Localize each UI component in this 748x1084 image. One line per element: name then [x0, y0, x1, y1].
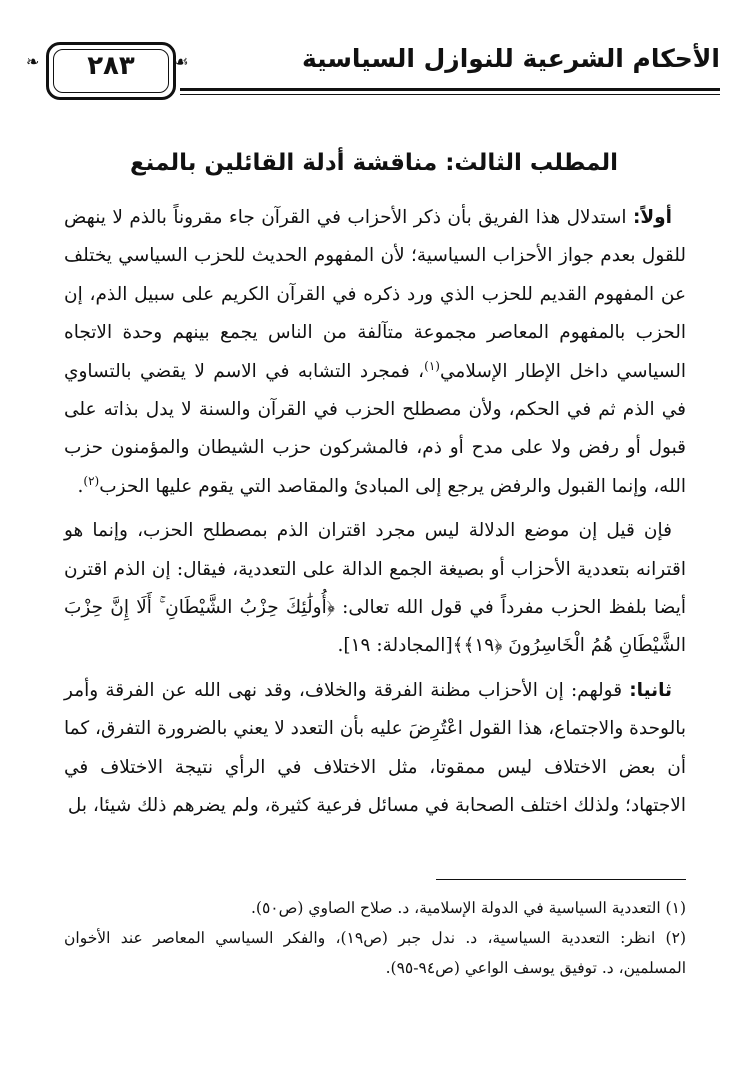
footnote-1: (١) التعددية السياسية في الدولة الإسلامية، د. صلاح الصاوي (ص٥٠).: [250, 899, 686, 917]
footnote-2: (٢) انظر: التعددية السياسية، د. ندل جبر (ص١٩)، والفكر السياسي المعاصر عند الأخوان المسلمين، د. توفيق يوسف الواعي (ص٩٤-٩٥).: [64, 929, 686, 977]
ornament-left-icon: ❧: [26, 52, 40, 71]
footnote-separator: [436, 879, 686, 880]
verse-citation: [المجادلة: ١٩].: [337, 635, 453, 657]
paragraph-1: [64, 199, 686, 506]
running-header: [26, 36, 720, 102]
footnote-ref-1: (١): [424, 358, 440, 373]
paragraph-1-lead: أولاً:: [632, 207, 672, 228]
footnote-ref-2: (٢): [83, 473, 100, 488]
paragraph-3-lead: ثانيا:: [629, 679, 672, 701]
ornament-right-icon: ☙: [174, 52, 189, 71]
book-title: الأحكام الشرعية للنوازل السياسية: [301, 44, 720, 73]
page-number: ٢٨٣: [87, 51, 135, 81]
main-text: [64, 199, 686, 826]
paragraph-2: [64, 512, 686, 666]
paragraph-2-text: فإن قيل إن موضع الدلالة ليس مجرد اقتران الذم بمصطلح الحزب، وإنما هو اقترانه بتعددية الأحزاب أو بصيغة الجمع الدالة على التعددية، فيقال: إن الذم اقترن أيضا بلفظ الحزب مفرداً في قول الله تعالى:: [64, 520, 687, 619]
paragraph-3-text: قولهم: إن الأحزاب مظنة الفرقة والخلاف، وقد نهى الله عن الفرقة وأمر بالوحدة والاجتماع، هذا القول اعْتُرِضَ عليه بأن التعدد لا يعني بالضرورة التفرق، كما أن بعض الاختلاف ليس ممقوتا، مثل الاختلاف في الرأي نتيجة الاختلاف في الاجتهاد؛ ولذلك اختلف الصحابة في مسائل فرعية كثيرة، ولم يضرهم ذلك شيئا، بل: [64, 679, 686, 817]
page-number-frame: [46, 42, 176, 100]
paragraph-1-end: .: [77, 475, 84, 497]
section-title: المطلب الثالث: مناقشة أدلة القائلين بالمنع: [129, 150, 619, 176]
paragraph-3: [64, 672, 686, 826]
header-rule-thin: [180, 94, 720, 95]
footnotes: [64, 893, 686, 983]
paragraph-1-text-b: ، فمجرد التشابه في الاسم لا يقضي بالتساوي في الذم ثم في الحكم، ولأن مصطلح الحزب في القرآن والسنة لا يدل بذاته على قبول أو رفض ولا على مدح أو ذم، فالمشركون حزب الشيطان والمؤمنون حزب الله، وإنما القبول والرفض يرجع إلى المبادئ والمقاصد التي يقوم عليها الحزب: [64, 360, 686, 497]
header-rule-thick: [180, 88, 720, 91]
quran-verse: ﴿أُولَٰئِكَ حِزْبُ الشَّيْطَانِ ۚ أَلَا إِنَّ حِزْبَ الشَّيْطَانِ هُمُ الْخَاسِرُونَ ﴿١٩﴾﴾: [64, 597, 686, 657]
paragraph-1-text: استدلال هذا الفريق بأن ذكر الأحزاب في القرآن جاء مقروناً بالذم لا ينهض للقول بعدم جواز الأحزاب السياسية؛ لأن المفهوم الحديث للحزب السياسي يختلف عن المفهوم القديم للحزب الذي ورد ذكره في القرآن الكريم على سبيل الذم، إن الحزب بالمفهوم المعاصر مجموعة متآلفة من الناس يجمع بينهم وحدة الاتجاه السياسي داخل الإطار الإسلامي: [64, 207, 686, 382]
